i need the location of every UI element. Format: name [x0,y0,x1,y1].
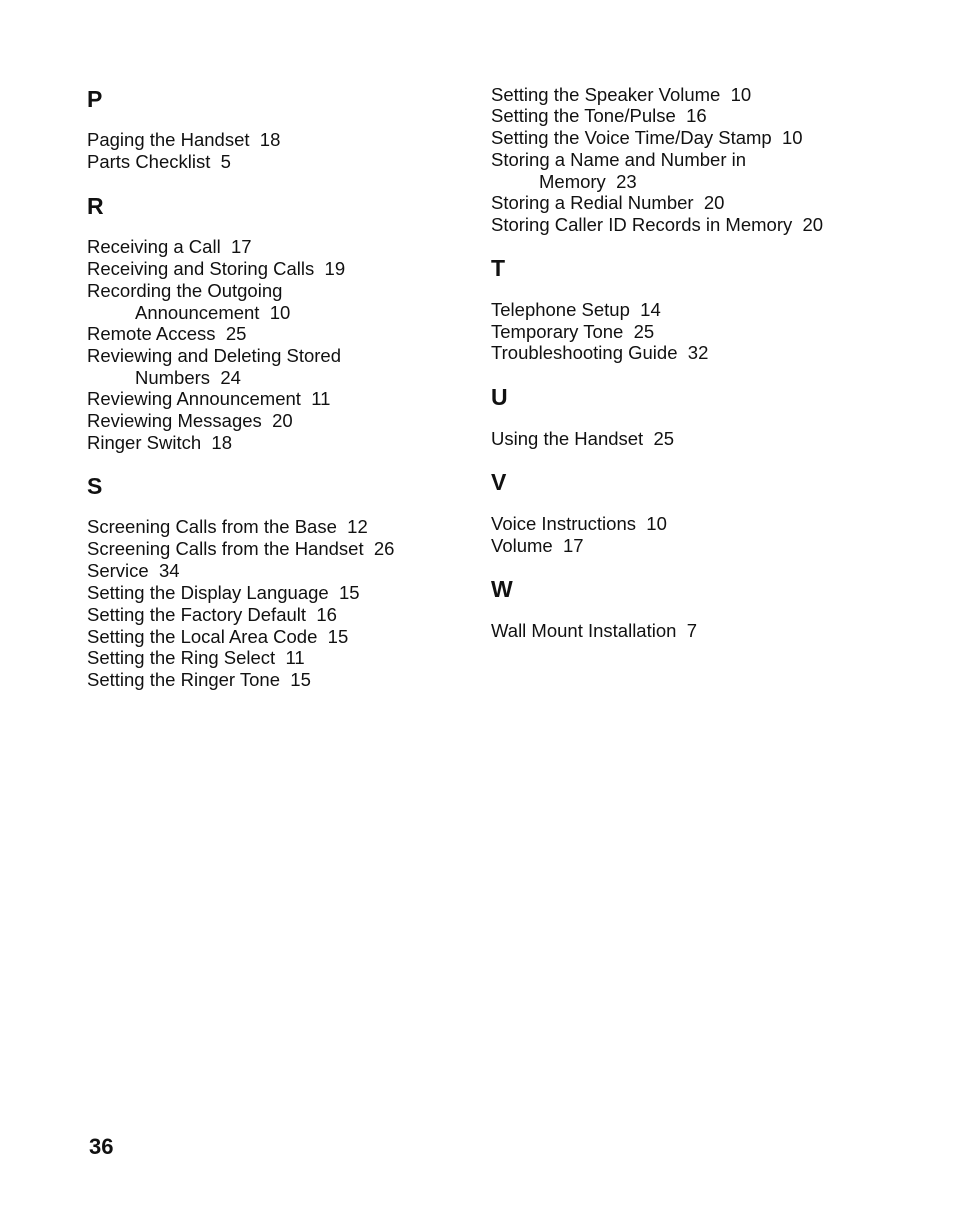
entry-page: 10 [269,302,291,323]
entry-page: 15 [327,626,349,647]
entry-text: Screening Calls from the Handset [87,538,364,559]
index-letter-heading: T [491,255,506,281]
entry-page: 15 [338,582,360,603]
index-letter-heading: R [87,193,104,219]
entry-text: Storing a Redial Number [491,192,694,213]
entry-page: 10 [646,513,667,534]
index-entry [87,410,293,432]
entry-continuation-text: Announcement [135,302,260,323]
entry-text: Setting the Voice Time/Day Stamp [491,127,772,148]
index-entry [87,647,305,669]
entry-continuation [491,171,746,193]
entry-text: Recording the Outgoing [87,280,283,301]
index-letter-heading: U [491,384,508,410]
entry-page: 25 [653,428,675,449]
entry-continuation [87,302,290,324]
entry-text: Troubleshooting Guide [491,342,678,363]
entry-text: Setting the Display Language [87,582,329,603]
index-entry [491,513,667,535]
entry-text: Service [87,560,149,581]
entry-text: Paging the Handset [87,129,250,150]
entry-page: 7 [686,620,698,641]
index-entry [491,428,674,450]
index-letter-heading: P [87,86,103,112]
index-entry [491,342,708,364]
entry-page: 23 [616,171,637,192]
entry-page: 32 [687,342,709,363]
entry-continuation-text: Numbers [135,367,211,388]
entry-page: 24 [220,367,241,388]
entry-page: 25 [225,323,247,344]
entry-page: 11 [285,647,305,668]
index-entry [491,299,661,321]
index-entry [87,236,252,258]
index-entry [87,388,330,410]
entry-page: 12 [347,516,368,537]
entry-text: Reviewing Messages [87,410,262,431]
entry-text: Setting the Ring Select [87,647,276,668]
entry-page: 19 [324,258,346,279]
entry-text: Voice Instructions [491,513,636,534]
entry-text: Storing a Name and Number in [491,149,747,170]
entry-text: Reviewing Announcement [87,388,301,409]
entry-page: 11 [311,388,331,409]
index-entry [491,620,697,642]
index-letter-heading: V [491,469,507,495]
page-number: 36 [89,1134,114,1159]
entry-continuation [87,367,341,389]
index-entry [87,345,341,389]
entry-page: 18 [211,432,232,453]
entry-page: 16 [686,105,707,126]
index-entry [491,149,746,193]
index-entry [491,321,654,343]
entry-text: Ringer Switch [87,432,202,453]
entry-continuation-text: Memory [539,171,606,192]
entry-text: Telephone Setup [491,299,630,320]
entry-text: Setting the Ringer Tone [87,669,281,690]
entry-page: 17 [563,535,584,556]
entry-page: 34 [158,560,180,581]
entry-text: Screening Calls from the Base [87,516,337,537]
index-entry [87,516,368,538]
entry-text: Receiving and Storing Calls [87,258,315,279]
entry-text: Setting the Speaker Volume [491,84,721,105]
entry-text: Remote Access [87,323,216,344]
index-entry [491,192,724,214]
index-entry [491,105,707,127]
entry-text: Setting the Tone/Pulse [491,105,676,126]
entry-page: 10 [730,84,752,105]
index-entry [87,258,345,280]
entry-page: 20 [272,410,293,431]
index-entry [87,626,348,648]
index-letter-heading: W [491,576,513,602]
index-entry [87,604,337,626]
entry-page: 10 [782,127,803,148]
entry-text: Temporary Tone [491,321,624,342]
entry-text: Parts Checklist [87,151,211,172]
index-entry [87,280,290,324]
index-entry [87,129,280,151]
index-entry [491,214,823,236]
entry-page: 14 [640,299,661,320]
entry-page: 26 [373,538,395,559]
index-entry [491,84,751,106]
entry-text: Receiving a Call [87,236,221,257]
entry-page: 25 [633,321,655,342]
entry-page: 16 [316,604,337,625]
entry-text: Volume [491,535,553,556]
entry-text: Setting the Factory Default [87,604,307,625]
index-letter-heading: S [87,473,103,499]
index-entry [87,669,311,691]
entry-page: 20 [703,192,725,213]
entry-page: 20 [802,214,824,235]
entry-text: Storing Caller ID Records in Memory [491,214,793,235]
entry-page: 5 [220,151,231,172]
entry-text: Setting the Local Area Code [87,626,318,647]
index-entry [87,323,246,345]
index-entry [87,432,232,454]
entry-text: Using the Handset [491,428,644,449]
entry-page: 18 [259,129,281,150]
entry-page: 15 [290,669,311,690]
index-entry [491,535,584,557]
index-entry [87,538,394,560]
index-entry [87,151,231,173]
entry-page: 17 [230,236,252,257]
index-entry [87,560,180,582]
entry-text: Reviewing and Deleting Stored [87,345,342,366]
index-entry [87,582,360,604]
index-entry [491,127,803,149]
entry-text: Wall Mount Installation [491,620,677,641]
